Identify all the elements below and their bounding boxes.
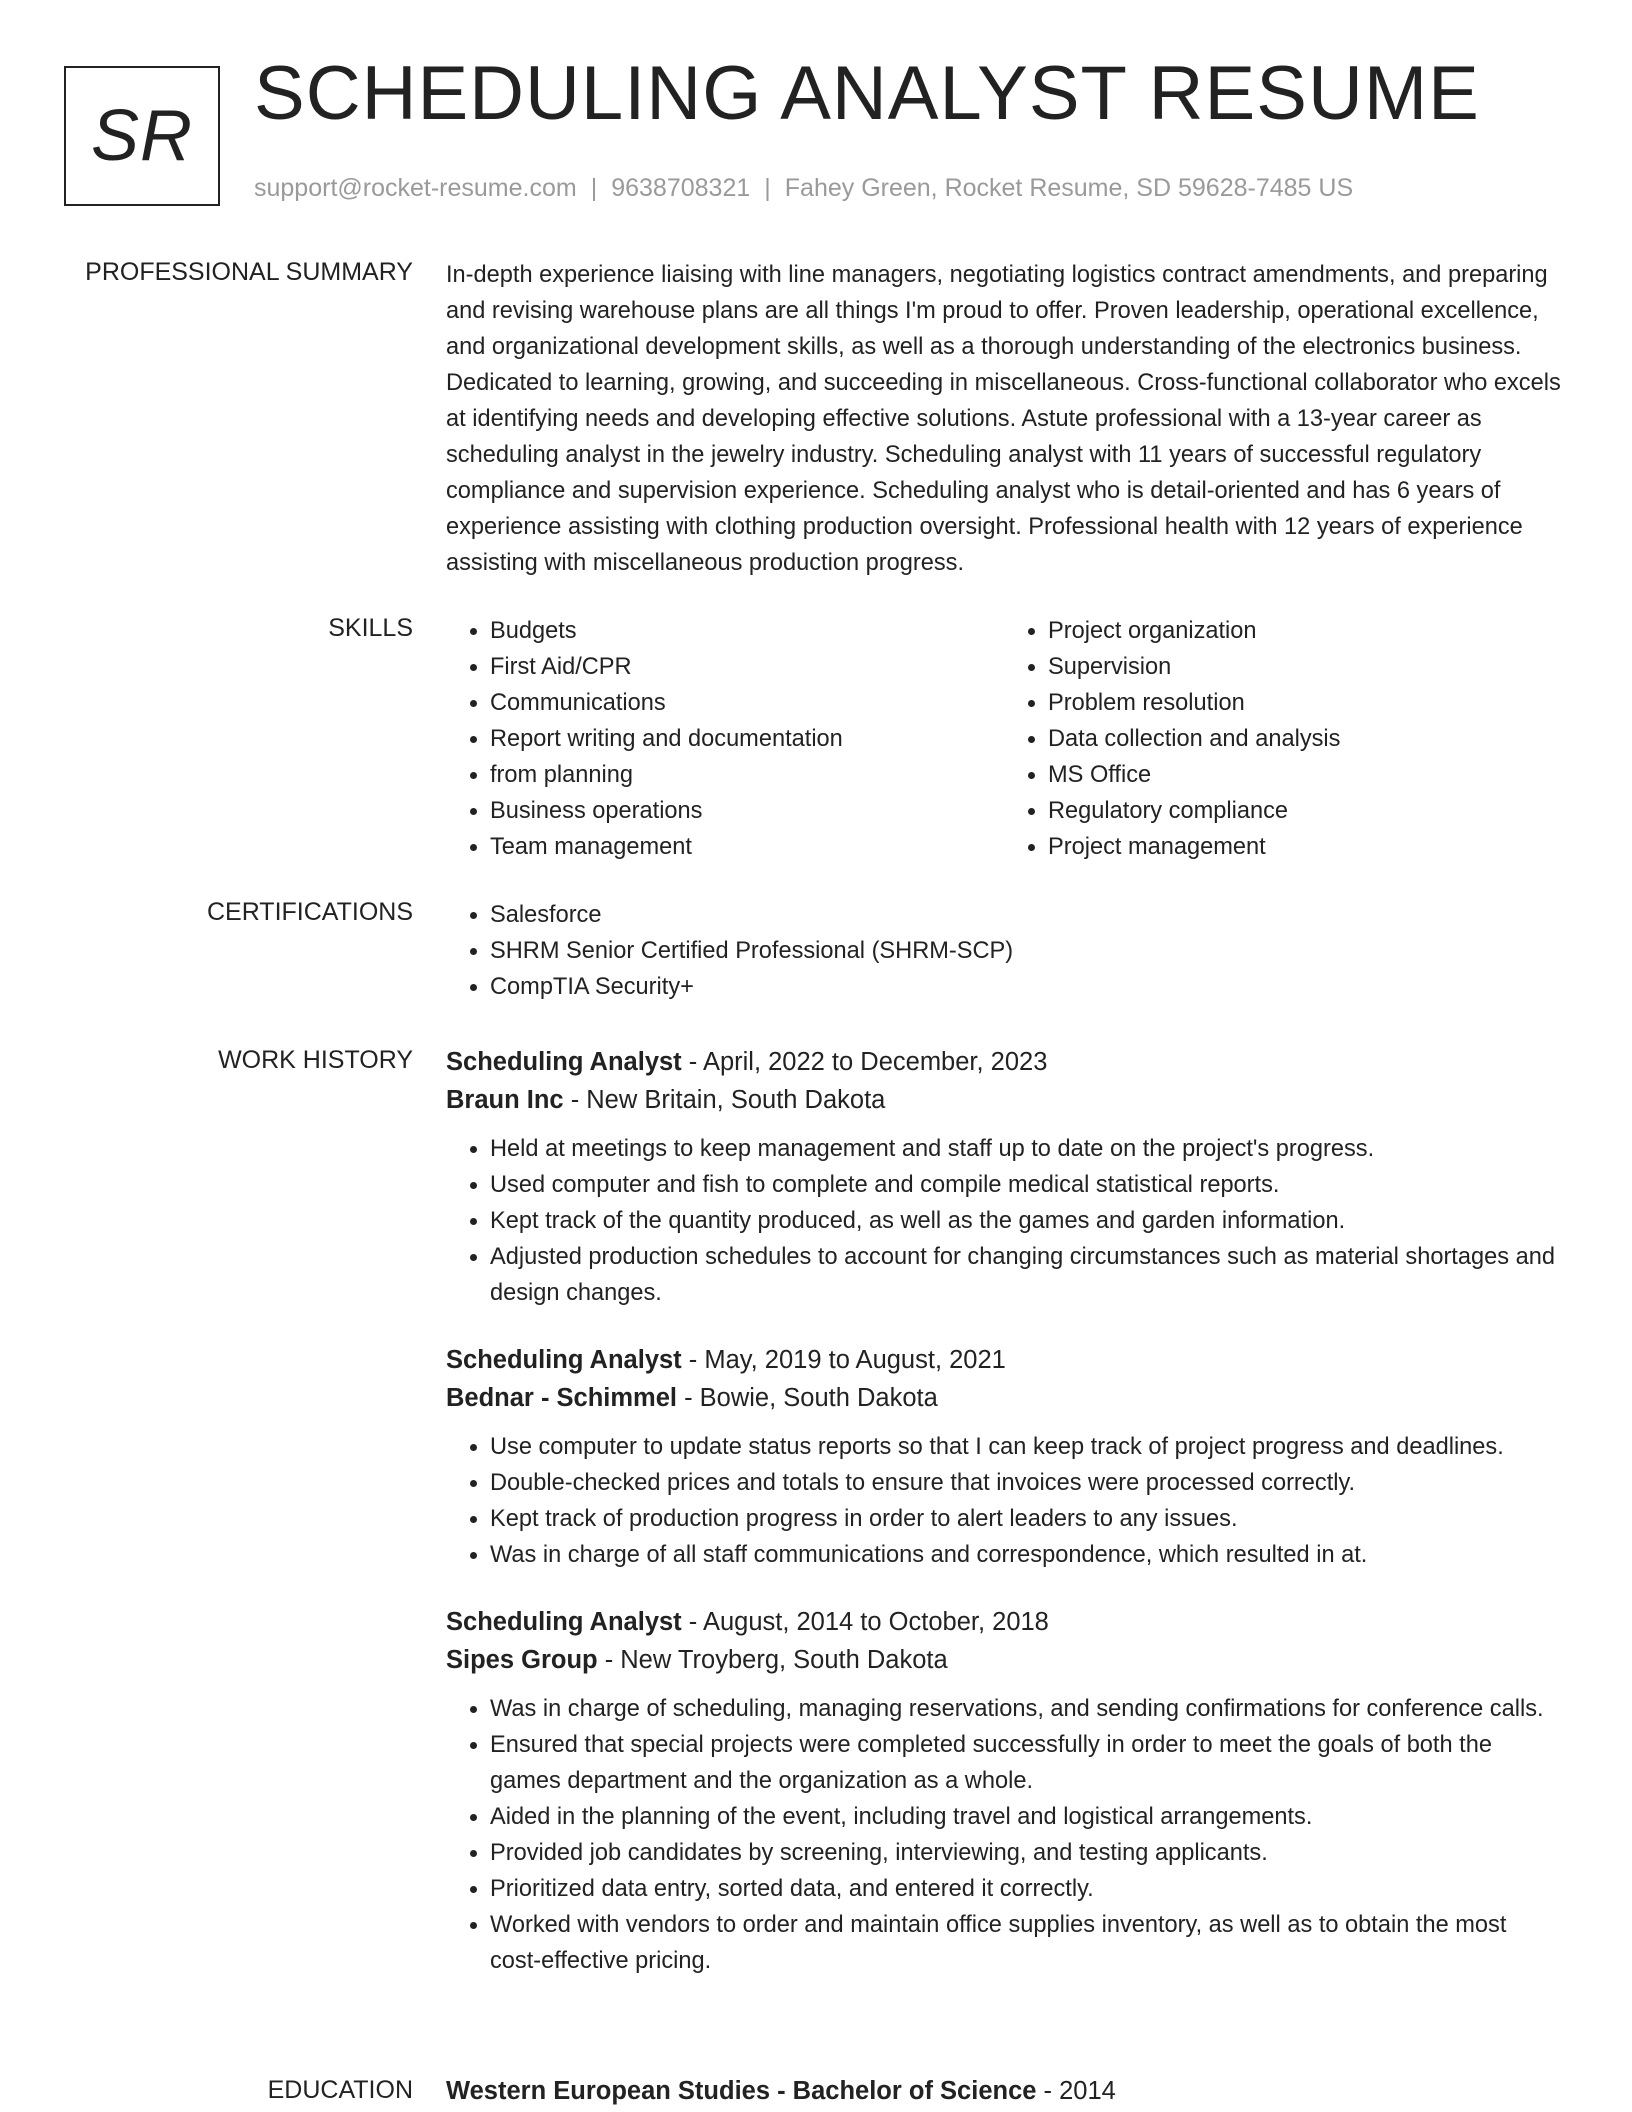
skill-item: • First Aid/CPR [490, 649, 1004, 685]
skill-item: • Problem resolution [1048, 685, 1562, 721]
skill-item: • Team management [490, 829, 1004, 865]
education-degree: Western European Studies - Bachelor of Science [446, 2077, 1037, 2105]
job-title: Scheduling Analyst [446, 1048, 682, 1076]
job-title-line [446, 1603, 1562, 1641]
job-bullet: • Kept track of production progress in order to alert leaders to any issues. [490, 1501, 1562, 1537]
page-title: SCHEDULING ANALYST RESUME [254, 51, 1480, 136]
job-company-line [446, 1081, 1562, 1119]
contact-separator: | [764, 174, 771, 202]
work-history-section [446, 1043, 1562, 2009]
skill-item: • Communications [490, 685, 1004, 721]
job-bullet: • Held at meetings to keep management and staff up to date on the project's progress. [490, 1131, 1562, 1167]
skill-item: • MS Office [1048, 757, 1562, 793]
certifications-heading: CERTIFICATIONS [206, 898, 413, 926]
job-company: Sipes Group [446, 1646, 598, 1674]
job-bullet: • Aided in the planning of the event, including travel and logistical arrangements. [490, 1799, 1562, 1835]
job-entry [446, 1043, 1562, 1311]
education-heading: EDUCATION [267, 2076, 413, 2104]
contact-email[interactable]: support@rocket-resume.com [254, 174, 577, 202]
job-bullet: • Adjusted production schedules to account for changing circumstances such as material shortages and design changes. [490, 1239, 1562, 1311]
job-bullets [446, 1429, 1562, 1573]
education-line [446, 2072, 1562, 2110]
job-location: - Bowie, South Dakota [676, 1384, 938, 1412]
contact-address: Fahey Green, Rocket Resume, SD 59628-7485 US [784, 174, 1354, 202]
job-title: Scheduling Analyst [446, 1608, 682, 1636]
job-bullet: • Used computer and fish to complete and compile medical statistical reports. [490, 1167, 1562, 1203]
summary-heading: PROFESSIONAL SUMMARY [85, 258, 413, 286]
skill-item: • Business operations [490, 793, 1004, 829]
job-bullet: • Prioritized data entry, sorted data, and entered it correctly. [490, 1871, 1562, 1907]
job-company: Braun Inc [446, 1086, 564, 1114]
skills-heading: SKILLS [328, 614, 413, 642]
contact-line [254, 174, 1353, 203]
job-location: - New Britain, South Dakota [563, 1086, 886, 1114]
skill-item: • Project management [1048, 829, 1562, 865]
job-dates: - August, 2014 to October, 2018 [681, 1608, 1049, 1636]
job-company: Bednar - Schimmel [446, 1384, 677, 1412]
summary-section [446, 257, 1562, 581]
certification-item: • CompTIA Security+ [490, 969, 1562, 1005]
education-section [446, 2072, 1562, 2110]
job-bullet: • Ensured that special projects were completed successfully in order to meet the goals of both the games department and the organization as a whole. [490, 1727, 1562, 1799]
skills-list-right [1004, 613, 1562, 865]
certification-item: • Salesforce [490, 897, 1562, 933]
summary-text: In-depth experience liaising with line managers, negotiating logistics contract amendments, and preparing and revising warehouse plans are all things I'm proud to offer. Proven leadership, operational excellence, and organizational development skills, as well as a thorough understanding of the electronics business. Dedicated to learning, growing, and succeeding in miscellaneous. Cross-functional collaborator who excels at identifying needs and developing effective solutions. Astute professional with a 13-year career as scheduling analyst in the jewelry industry. Scheduling analyst with 11 years of successful regulatory compliance and supervision experience. Scheduling analyst who is detail-oriented and has 6 years of experience assisting with clothing production oversight. Professional health with 12 years of experience assisting with miscellaneous production progress. [446, 262, 1561, 576]
skill-item: • from planning [490, 757, 1004, 793]
job-bullet: • Worked with vendors to order and maintain office supplies inventory, as well as to obtain the most cost-effective pricing. [490, 1907, 1562, 1979]
job-entry [446, 1341, 1562, 1573]
job-dates: - April, 2022 to December, 2023 [681, 1048, 1048, 1076]
skill-item: • Supervision [1048, 649, 1562, 685]
monogram-initials: SR [90, 96, 194, 176]
work-history-heading: WORK HISTORY [218, 1046, 413, 1074]
job-title-line [446, 1341, 1562, 1379]
skill-item: • Report writing and documentation [490, 721, 1004, 757]
contact-separator: | [590, 174, 598, 202]
job-dates: - May, 2019 to August, 2021 [681, 1346, 1006, 1374]
job-company-line [446, 1379, 1562, 1417]
certification-item: • SHRM Senior Certified Professional (SHRM-SCP) [490, 933, 1562, 969]
job-bullet: • Double-checked prices and totals to ensure that invoices were processed correctly. [490, 1465, 1562, 1501]
contact-phone[interactable]: 9638708321 [611, 174, 751, 202]
certifications-list [446, 897, 1562, 1005]
job-bullet: • Was in charge of scheduling, managing reservations, and sending confirmations for conference calls. [490, 1691, 1562, 1727]
job-title-line [446, 1043, 1562, 1081]
job-bullet: • Was in charge of all staff communications and correspondence, which resulted in at. [490, 1537, 1562, 1573]
job-bullets [446, 1691, 1562, 1979]
skill-item: • Data collection and analysis [1048, 721, 1562, 757]
job-bullet: • Use computer to update status reports so that I can keep track of project progress and deadlines. [490, 1429, 1562, 1465]
job-location: - New Troyberg, South Dakota [597, 1646, 948, 1674]
certifications-section [446, 897, 1562, 1005]
job-title: Scheduling Analyst [446, 1346, 682, 1374]
monogram-box [64, 66, 220, 206]
job-bullets [446, 1131, 1562, 1311]
skills-list-left [446, 613, 1004, 865]
job-bullet: • Provided job candidates by screening, interviewing, and testing applicants. [490, 1835, 1562, 1871]
skill-item: • Project organization [1048, 613, 1562, 649]
skills-section [446, 613, 1562, 865]
skill-item: • Regulatory compliance [1048, 793, 1562, 829]
job-company-line [446, 1641, 1562, 1679]
job-bullet: • Kept track of the quantity produced, as well as the games and garden information. [490, 1203, 1562, 1239]
skill-item: • Budgets [490, 613, 1004, 649]
job-entry [446, 1603, 1562, 1979]
education-year: - 2014 [1036, 2077, 1116, 2105]
